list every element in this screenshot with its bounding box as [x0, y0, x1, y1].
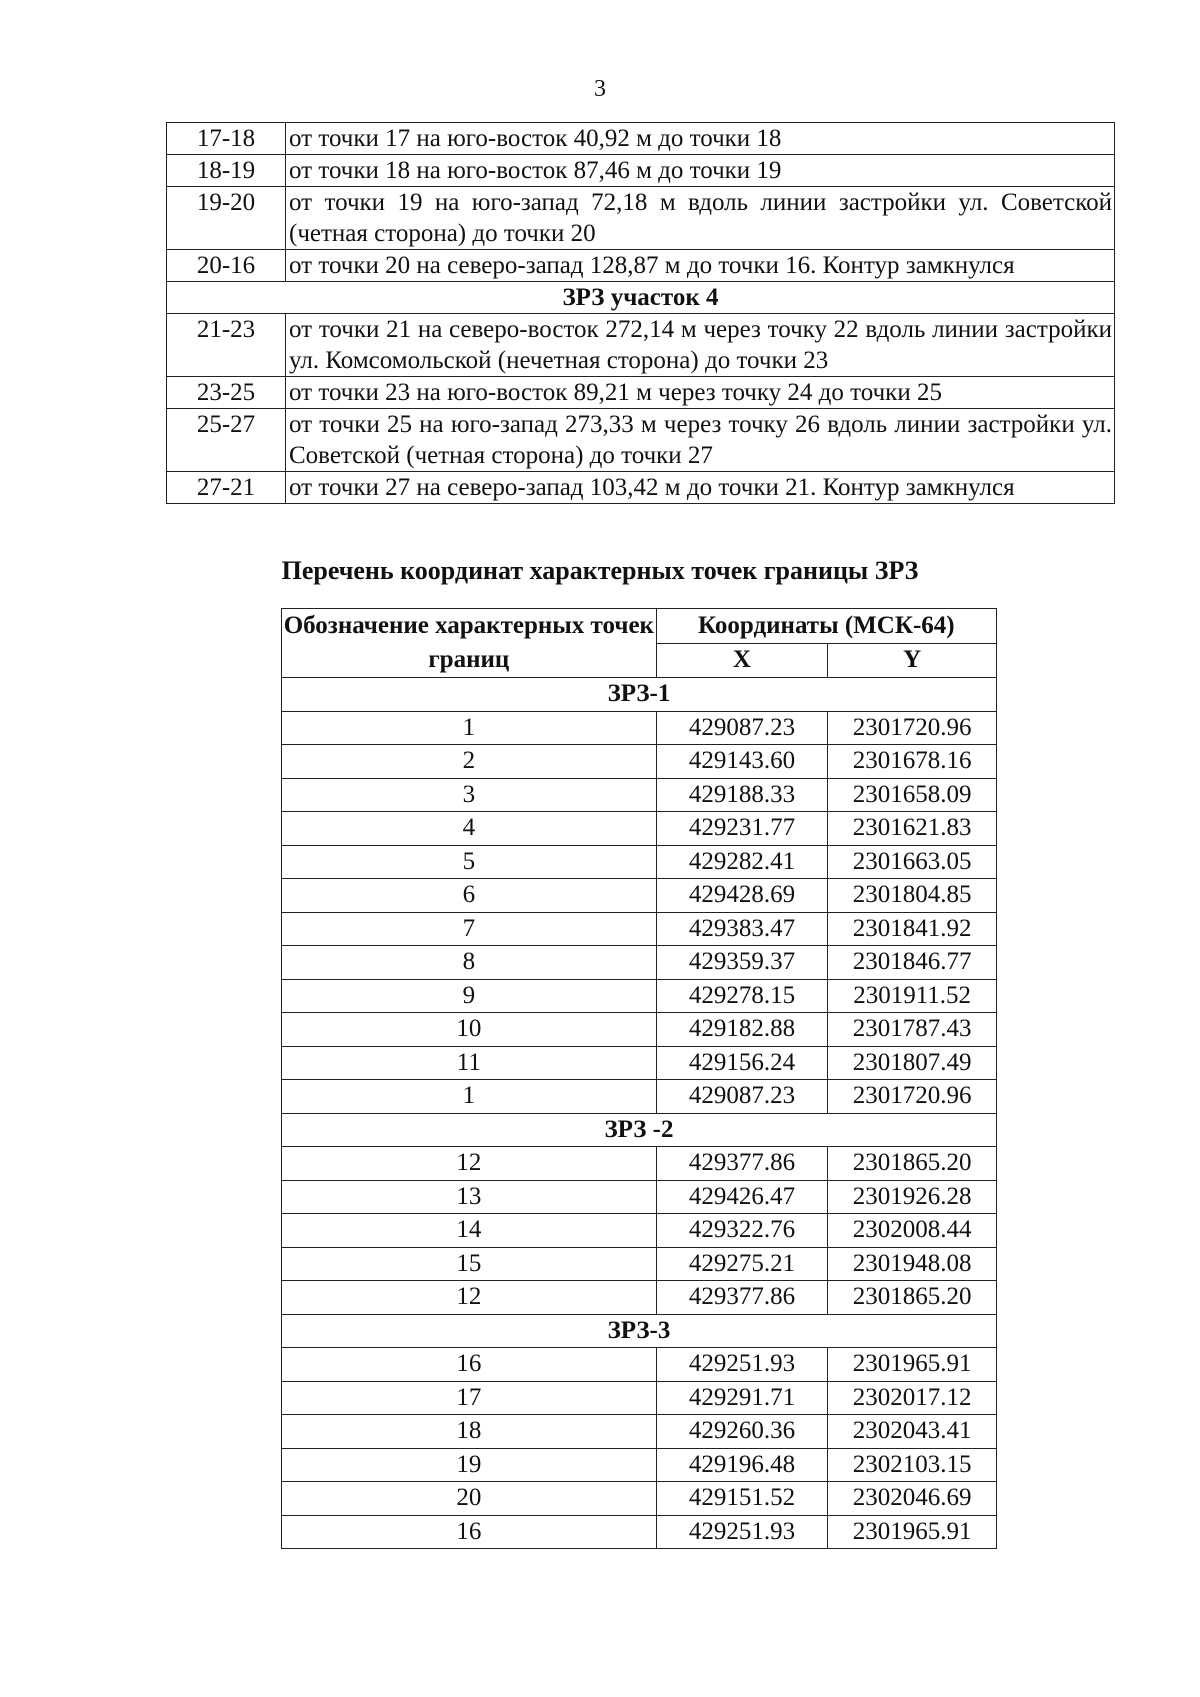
- segment-description: от точки 20 на северо-запад 128,87 м до точки 16. Контур замкнулся: [286, 250, 1115, 282]
- point-x: 429278.15: [656, 979, 828, 1013]
- table-row: [167, 314, 1115, 377]
- table-row: [282, 711, 997, 745]
- table-row: [167, 123, 1115, 155]
- point-y: 2301807.49: [828, 1046, 997, 1080]
- point-y: 2301720.96: [828, 1080, 997, 1114]
- point-id: 6: [282, 879, 657, 913]
- segment-description: от точки 25 на юго-запад 273,33 м через точку 26 вдоль линии застройки ул. Советской (четная сторона) до точки 27: [286, 409, 1115, 472]
- table-row: [282, 1180, 997, 1214]
- point-x: 429275.21: [656, 1247, 828, 1281]
- segment-id: 25-27: [167, 409, 286, 472]
- table-row: [282, 1348, 997, 1382]
- coordinates-list-title: Перечень координат характерных точек границы ЗРЗ: [281, 556, 919, 585]
- point-y: 2302017.12: [828, 1381, 997, 1415]
- header-y: Y: [828, 643, 997, 678]
- point-id: 13: [282, 1180, 657, 1214]
- section-title: ЗРЗ участок 4: [167, 282, 1115, 314]
- point-y: 2301865.20: [828, 1281, 997, 1315]
- table-row: [282, 979, 997, 1013]
- table-row: [167, 155, 1115, 187]
- point-x: 429188.33: [656, 778, 828, 812]
- point-id: 8: [282, 946, 657, 980]
- point-id: 2: [282, 745, 657, 779]
- table-row: [282, 1247, 997, 1281]
- point-x: 429231.77: [656, 812, 828, 846]
- segment-id: 18-19: [167, 155, 286, 187]
- zone-row: [282, 678, 997, 712]
- point-y: 2301658.09: [828, 778, 997, 812]
- zone-title: ЗРЗ -2: [282, 1113, 997, 1147]
- point-id: 7: [282, 912, 657, 946]
- point-id: 12: [282, 1147, 657, 1181]
- point-y: 2301911.52: [828, 979, 997, 1013]
- zone-row: [282, 1113, 997, 1147]
- point-y: 2301948.08: [828, 1247, 997, 1281]
- point-y: 2302046.69: [828, 1482, 997, 1516]
- point-x: 429426.47: [656, 1180, 828, 1214]
- point-id: 5: [282, 845, 657, 879]
- point-x: 429359.37: [656, 946, 828, 980]
- table-row: [282, 1214, 997, 1248]
- point-x: 429156.24: [656, 1046, 828, 1080]
- point-id: 1: [282, 711, 657, 745]
- point-y: 2301720.96: [828, 711, 997, 745]
- point-x: 429251.93: [656, 1515, 828, 1549]
- point-x: 429322.76: [656, 1214, 828, 1248]
- table-row: [167, 409, 1115, 472]
- table-row: [282, 1080, 997, 1114]
- point-id: 20: [282, 1482, 657, 1516]
- point-id: 17: [282, 1381, 657, 1415]
- zone-title: ЗРЗ-1: [282, 678, 997, 712]
- point-y: 2301926.28: [828, 1180, 997, 1214]
- segment-id: 19-20: [167, 187, 286, 250]
- point-y: 2301865.20: [828, 1147, 997, 1181]
- table-row: [282, 1482, 997, 1516]
- point-x: 429251.93: [656, 1348, 828, 1382]
- point-x: 429377.86: [656, 1281, 828, 1315]
- point-id: 3: [282, 778, 657, 812]
- boundary-description-body: [167, 123, 1115, 504]
- segment-description: от точки 18 на юго-восток 87,46 м до точки 19: [286, 155, 1115, 187]
- point-x: 429377.86: [656, 1147, 828, 1181]
- boundary-description-table: [166, 122, 1115, 504]
- table-row: [282, 1415, 997, 1449]
- point-id: 16: [282, 1348, 657, 1382]
- table-row: [167, 377, 1115, 409]
- point-x: 429428.69: [656, 879, 828, 913]
- point-x: 429182.88: [656, 1013, 828, 1047]
- point-id: 14: [282, 1214, 657, 1248]
- table-row: [282, 845, 997, 879]
- segment-description: от точки 23 на юго-восток 89,21 м через точку 24 до точки 25: [286, 377, 1115, 409]
- point-x: 429196.48: [656, 1448, 828, 1482]
- table-row: [282, 745, 997, 779]
- point-id: 4: [282, 812, 657, 846]
- point-x: 429087.23: [656, 1080, 828, 1114]
- point-y: 2302008.44: [828, 1214, 997, 1248]
- segment-description: от точки 21 на северо-восток 272,14 м через точку 22 вдоль линии застройки ул. Комсомольской (нечетная сторона) до точки 23: [286, 314, 1115, 377]
- table-row: [282, 1281, 997, 1315]
- point-x: 429282.41: [656, 845, 828, 879]
- table-row: [282, 1013, 997, 1047]
- segment-id: 23-25: [167, 377, 286, 409]
- table-row: [282, 1448, 997, 1482]
- header-point-name: Обозначение характерных точек границ: [282, 609, 657, 678]
- table-row: [282, 1147, 997, 1181]
- table-row: [282, 1381, 997, 1415]
- point-x: 429151.52: [656, 1482, 828, 1516]
- point-y: 2301965.91: [828, 1348, 997, 1382]
- zone-row: [282, 1314, 997, 1348]
- point-x: 429260.36: [656, 1415, 828, 1449]
- point-y: 2302043.41: [828, 1415, 997, 1449]
- coordinates-table: [281, 608, 997, 1549]
- point-x: 429383.47: [656, 912, 828, 946]
- table-row: [282, 1515, 997, 1549]
- page-number: 3: [594, 76, 606, 102]
- segment-id: 27-21: [167, 472, 286, 504]
- zone-title: ЗРЗ-3: [282, 1314, 997, 1348]
- point-y: 2301846.77: [828, 946, 997, 980]
- point-y: 2301804.85: [828, 879, 997, 913]
- point-x: 429143.60: [656, 745, 828, 779]
- segment-description: от точки 27 на северо-запад 103,42 м до точки 21. Контур замкнулся: [286, 472, 1115, 504]
- point-y: 2301663.05: [828, 845, 997, 879]
- point-id: 15: [282, 1247, 657, 1281]
- table-row: [282, 778, 997, 812]
- point-id: 18: [282, 1415, 657, 1449]
- point-y: 2302103.15: [828, 1448, 997, 1482]
- point-id: 16: [282, 1515, 657, 1549]
- header-x: X: [656, 643, 828, 678]
- point-id: 1: [282, 1080, 657, 1114]
- segment-id: 17-18: [167, 123, 286, 155]
- point-id: 9: [282, 979, 657, 1013]
- segment-id: 20-16: [167, 250, 286, 282]
- point-y: 2301841.92: [828, 912, 997, 946]
- point-y: 2301965.91: [828, 1515, 997, 1549]
- point-x: 429291.71: [656, 1381, 828, 1415]
- point-y: 2301678.16: [828, 745, 997, 779]
- table-row: [282, 946, 997, 980]
- point-id: 19: [282, 1448, 657, 1482]
- table-row: [282, 912, 997, 946]
- point-id: 10: [282, 1013, 657, 1047]
- table-row: [167, 187, 1115, 250]
- segment-description: от точки 19 на юго-запад 72,18 м вдоль линии застройки ул. Советской (четная сторона) до точки 20: [286, 187, 1115, 250]
- coordinates-table-head: [282, 609, 997, 678]
- table-row: [282, 812, 997, 846]
- point-id: 12: [282, 1281, 657, 1315]
- point-y: 2301787.43: [828, 1013, 997, 1047]
- point-x: 429087.23: [656, 711, 828, 745]
- table-row: [167, 472, 1115, 504]
- table-row: [282, 1046, 997, 1080]
- point-id: 11: [282, 1046, 657, 1080]
- segment-description: от точки 17 на юго-восток 40,92 м до точки 18: [286, 123, 1115, 155]
- point-y: 2301621.83: [828, 812, 997, 846]
- table-row: [282, 879, 997, 913]
- segment-id: 21-23: [167, 314, 286, 377]
- section-row: [167, 282, 1115, 314]
- header-coordinates: Координаты (МСК-64): [656, 609, 996, 644]
- table-row: [167, 250, 1115, 282]
- coordinates-table-body: [282, 678, 997, 1549]
